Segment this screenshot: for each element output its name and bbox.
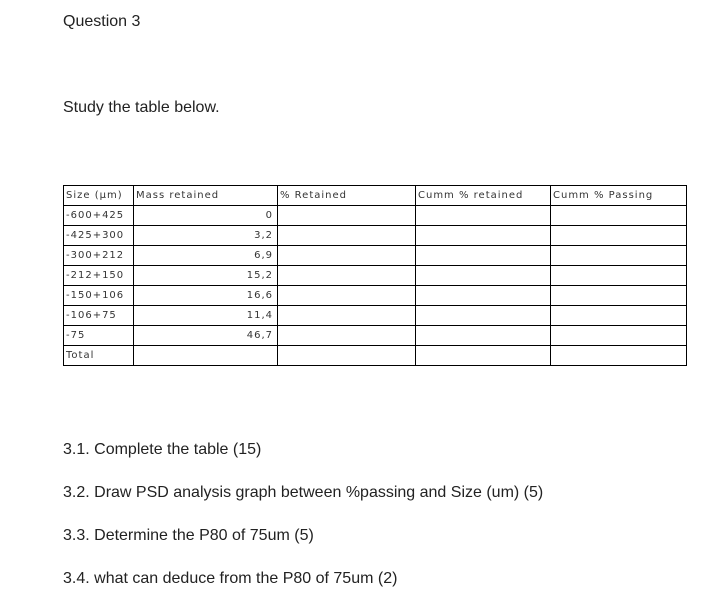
table-row [64,326,687,346]
cumm-passing-cell [551,226,687,246]
table-row [64,246,687,266]
cumm-retained-cell [416,326,551,346]
mass-cell [134,346,278,366]
cumm-retained-cell [416,266,551,286]
mass-cell: 3,2 [134,226,278,246]
cumm-passing-cell [551,266,687,286]
size-cell: -300+212 [64,246,134,266]
percent-retained-cell [278,326,416,346]
table-header-row [64,186,687,206]
table-total-row [64,346,687,366]
size-cell: -212+150 [64,266,134,286]
header-mass-retained: Mass retained [134,186,278,206]
cumm-passing-cell [551,326,687,346]
percent-retained-cell [278,246,416,266]
cumm-passing-cell [551,246,687,266]
percent-retained-cell [278,346,416,366]
size-cell: -600+425 [64,206,134,226]
header-cumm-retained: Cumm % retained [416,186,551,206]
cumm-retained-cell [416,346,551,366]
task-3-2: 3.2. Draw PSD analysis graph between %passing and Size (um) (5) [63,484,544,501]
total-label-cell: Total [64,346,134,366]
cumm-passing-cell [551,286,687,306]
size-cell: -106+75 [64,306,134,326]
table-row [64,286,687,306]
mass-cell: 16,6 [134,286,278,306]
psd-table [63,185,687,366]
cumm-retained-cell [416,286,551,306]
percent-retained-cell [278,266,416,286]
table-row [64,306,687,326]
table-row [64,226,687,246]
mass-cell: 15,2 [134,266,278,286]
size-cell: -150+106 [64,286,134,306]
cumm-retained-cell [416,306,551,326]
percent-retained-cell [278,226,416,246]
task-3-4: 3.4. what can deduce from the P80 of 75um (2) [63,570,398,587]
size-cell: -425+300 [64,226,134,246]
header-cumm-passing: Cumm % Passing [551,186,687,206]
mass-cell: 46,7 [134,326,278,346]
size-cell: -75 [64,326,134,346]
table-row [64,266,687,286]
table-row [64,206,687,226]
intro-text: Study the table below. [63,99,220,116]
cumm-retained-cell [416,246,551,266]
percent-retained-cell [278,306,416,326]
percent-retained-cell [278,206,416,226]
mass-cell: 0 [134,206,278,226]
cumm-passing-cell [551,346,687,366]
question-title: Question 3 [63,13,141,30]
header-size: Size (μm) [64,186,134,206]
cumm-passing-cell [551,206,687,226]
header-percent-retained: % Retained [278,186,416,206]
mass-cell: 11,4 [134,306,278,326]
mass-cell: 6,9 [134,246,278,266]
task-3-1: 3.1. Complete the table (15) [63,441,262,458]
percent-retained-cell [278,286,416,306]
cumm-passing-cell [551,306,687,326]
cumm-retained-cell [416,226,551,246]
task-3-3: 3.3. Determine the P80 of 75um (5) [63,527,314,544]
cumm-retained-cell [416,206,551,226]
